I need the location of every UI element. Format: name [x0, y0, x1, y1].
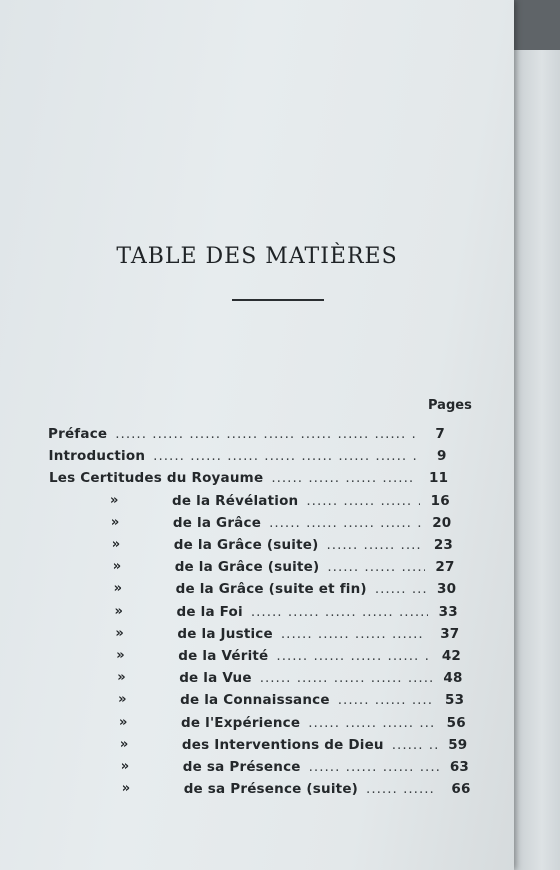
toc-entry — [116, 648, 461, 670]
toc-entry-label: de sa Présence (suite) — [183, 781, 359, 798]
toc-entry — [112, 559, 455, 581]
toc-entry-page: 23 — [433, 537, 453, 553]
toc-entry-label: des Interventions de Dieu — [181, 736, 384, 753]
toc-entry-label: de la Connaissance — [180, 692, 330, 709]
toc-entry-label: de l'Expérience — [181, 714, 301, 731]
dot-leader — [251, 604, 428, 620]
title-rule — [232, 299, 324, 301]
toc-entry-page: 56 — [446, 714, 466, 731]
toc-entry-label: de la Vue — [179, 670, 252, 687]
toc-entry-label: de la Grâce (suite) — [173, 537, 319, 553]
ditto-mark: » — [114, 603, 124, 619]
dot-leader — [260, 670, 433, 686]
toc-entry-label: de la Grâce (suite) — [174, 559, 320, 576]
toc-entry — [117, 670, 463, 692]
ditto-mark: » — [118, 692, 127, 708]
ditto-mark: » — [112, 559, 122, 575]
toc-entry-page: 7 — [435, 426, 445, 442]
toc-entry-label: de sa Présence — [182, 759, 301, 775]
dot-leader — [375, 581, 426, 597]
toc-entry-page: 53 — [445, 692, 465, 709]
toc-entry-label: Préface — [48, 426, 108, 442]
toc-entry-label: de la Foi — [176, 603, 243, 620]
ditto-mark: » — [116, 648, 125, 663]
dot-leader — [269, 515, 421, 531]
page-title: TABLE DES MATIÈRES — [116, 244, 398, 269]
pages-column-header: Pages — [428, 398, 472, 413]
toc-entry-page: 9 — [437, 448, 447, 465]
dot-leader — [306, 493, 419, 509]
toc-entry-page: 20 — [432, 514, 452, 531]
toc-entry — [113, 581, 457, 603]
toc-entry-label: de la Grâce (suite et fin) — [175, 581, 367, 598]
dot-leader — [392, 737, 438, 753]
toc-entry-page: 30 — [437, 581, 457, 598]
toc-entry-label: de la Justice — [177, 625, 273, 642]
toc-entry-label: de la Vérité — [178, 648, 269, 664]
ditto-mark: » — [115, 625, 124, 641]
dot-leader — [276, 648, 431, 664]
toc-entry-page: 37 — [440, 625, 460, 642]
dot-leader — [327, 559, 424, 575]
ditto-mark: » — [119, 714, 128, 730]
ditto-mark: » — [121, 781, 131, 797]
toc-entry-page: 42 — [441, 648, 461, 664]
toc-entry-page: 66 — [451, 781, 471, 798]
toc-entry — [119, 714, 466, 737]
toc-entry-page: 33 — [438, 603, 458, 620]
toc-entry — [115, 625, 460, 648]
toc-entry — [49, 448, 447, 470]
toc-entry-page: 27 — [435, 559, 455, 576]
toc-entry — [118, 692, 465, 714]
ditto-mark: » — [120, 759, 130, 774]
ditto-mark: » — [113, 581, 123, 597]
dot-leader — [153, 448, 416, 464]
toc-entry-page: 11 — [429, 470, 449, 487]
toc-entry-page: 59 — [448, 736, 468, 753]
dot-leader — [308, 715, 436, 731]
dot-leader — [338, 692, 434, 708]
toc-entry — [121, 781, 471, 803]
toc-entry — [120, 759, 469, 781]
ditto-mark: » — [117, 670, 126, 686]
dot-leader — [271, 470, 418, 486]
ditto-mark: » — [119, 736, 129, 752]
dot-leader — [326, 537, 423, 553]
dot-leader — [115, 426, 415, 442]
toc-entry-page: 48 — [443, 670, 463, 687]
toc-entry — [114, 603, 458, 626]
ditto-mark: » — [110, 514, 120, 530]
toc-entry — [110, 492, 450, 515]
dot-leader — [366, 781, 441, 797]
toc-entry-label: Les Certitudes du Royaume — [49, 470, 264, 487]
toc-entry — [110, 514, 452, 537]
ditto-mark: » — [110, 492, 119, 508]
toc-entry-label: de la Révélation — [172, 492, 299, 509]
toc-entry-page: 16 — [430, 492, 450, 509]
toc-entry — [119, 736, 468, 759]
toc-entry — [111, 537, 453, 559]
toc-entry-page: 63 — [449, 759, 469, 775]
toc-entry-label: Introduction — [48, 448, 146, 465]
toc-entry — [48, 426, 445, 448]
page-edge — [514, 50, 560, 870]
ditto-mark: » — [111, 537, 121, 552]
toc-entry-label: de la Grâce — [172, 514, 262, 531]
toc-entry — [49, 470, 448, 492]
dot-leader — [281, 626, 430, 642]
dot-leader — [309, 759, 439, 775]
